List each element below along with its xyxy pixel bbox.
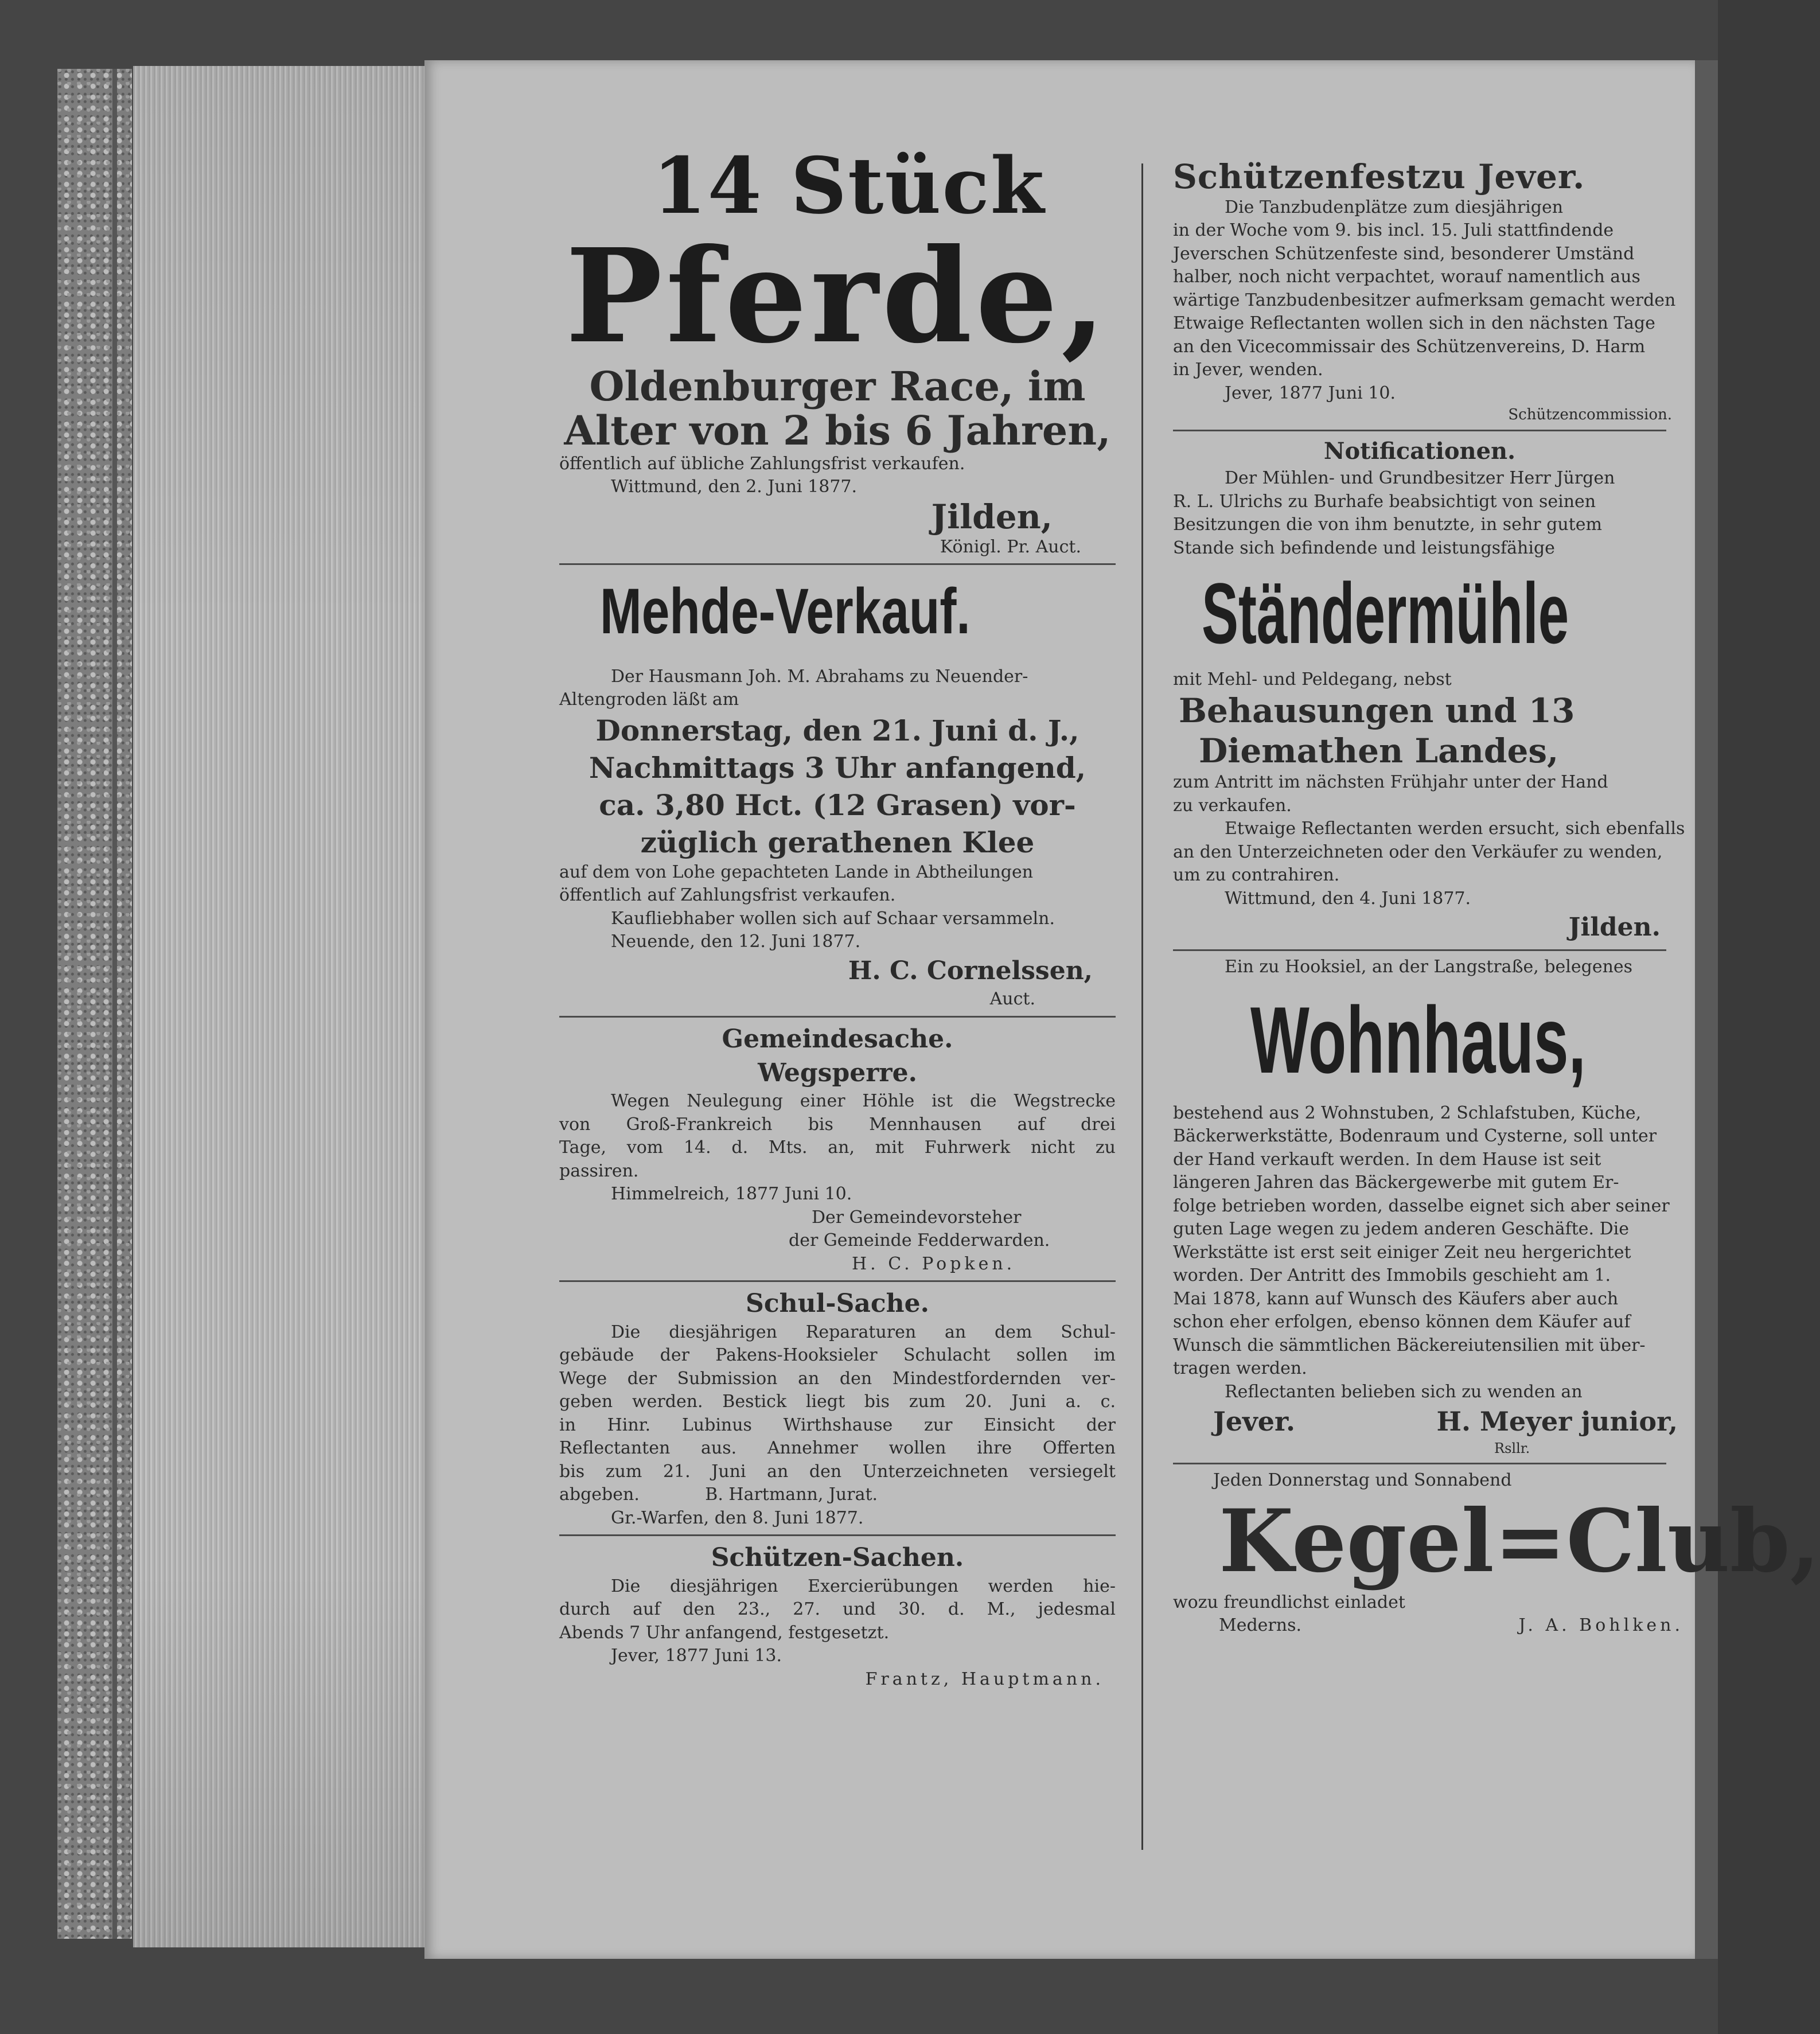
wohnhaus-place: Jever.: [1213, 1406, 1296, 1437]
wohnhaus-intro: Ein zu Hooksiel, an der Langstraße, belegenes: [1225, 956, 1633, 977]
mehde-bold-3: ca. 3,80 Hct. (12 Grasen) vor-: [599, 788, 1076, 822]
gemeinde-sig-3: H. C. Popken.: [852, 1253, 1016, 1274]
notification-line-4: Stande sich befindende und leistungsfähige: [1173, 537, 1555, 558]
kegel-headline: Kegel=Club,: [1219, 1491, 1820, 1592]
kegel-intro: Jeden Donnerstag und Sonnabend: [1213, 1470, 1512, 1490]
gemeinde-line-3: Tage, vom 14. d. Mts. an, mit Fuhrwerk nicht zu: [559, 1137, 1116, 1158]
divider: [1173, 1463, 1666, 1464]
mehde-bold-2: Nachmittags 3 Uhr anfangend,: [589, 750, 1086, 785]
wohnhaus-line-12: tragen werden.: [1173, 1358, 1307, 1379]
notification-line-8: an den Unterzeichneten oder den Verkäufer zu wenden,: [1173, 841, 1663, 862]
kegel-ad: [1173, 1469, 1820, 1638]
notification-bold-1: Behausungen und 13: [1179, 691, 1575, 731]
pferde-headline-1: 14 Stück: [652, 140, 1046, 231]
mehde-line-1: Der Hausmann Joh. M. Abrahams zu Neuender-: [611, 666, 1028, 687]
schuetzen-place-date: Jever, 1877 Juni 13.: [611, 1646, 782, 1666]
divider: [1173, 430, 1666, 431]
right-column: [1173, 157, 1820, 1638]
notification-line-6: zu verkaufen.: [1173, 795, 1292, 816]
notification-ad: [1173, 436, 1701, 945]
schul-line-6: Reflectanten aus. Annehmer wollen ihre Offerten: [559, 1438, 1116, 1459]
mehde-bold-4: züglich gerathenen Klee: [640, 825, 1035, 859]
pferde-signature-title: Königl. Pr. Auct.: [940, 536, 1081, 557]
wohnhaus-line-3: der Hand verkauft werden. In dem Hause ist seit: [1173, 1149, 1601, 1170]
gemeinde-line-1: Wegen Neulegung einer Höhle ist die Wegstrecke: [611, 1091, 1116, 1112]
wohnhaus-line-9: Mai 1878, kann auf Wunsch des Käufers aber auch: [1173, 1288, 1619, 1309]
schuetzenfest-line-1: Die Tanzbudenplätze zum diesjährigen: [1225, 197, 1564, 217]
notification-line-2: R. L. Ulrichs zu Burhafe beabsichtigt von seinen: [1173, 491, 1596, 512]
mehde-headline-text: Mehde-Verkauf.: [600, 575, 971, 648]
schuetzen-title: Schützen-Sachen.: [711, 1543, 964, 1573]
left-column: [559, 140, 1116, 1691]
mehde-line-3: auf dem von Lohe gepachteten Lande in Abtheilungen: [559, 862, 1034, 882]
schul-ad: [559, 1287, 1116, 1530]
schuetzenfest-signature: Schützencommission.: [1508, 406, 1672, 424]
notification-place-date: Wittmund, den 4. Juni 1877.: [1225, 888, 1471, 909]
notification-line-3: Besitzungen die von ihm benutzte, in sehr gutem: [1173, 515, 1602, 535]
schul-line-1: Die diesjährigen Reparaturen an dem Schul-: [611, 1322, 1116, 1342]
wohnhaus-line-5: folge betrieben worden, dasselbe eignet sich aber seiner: [1173, 1195, 1670, 1216]
divider: [559, 563, 1116, 565]
divider: [559, 1016, 1116, 1018]
notification-line-1: Der Mühlen- und Grundbesitzer Herr Jürgen: [1225, 468, 1615, 489]
notification-line-7: Etwaige Reflectanten werden ersucht, sich ebenfalls: [1225, 819, 1685, 839]
wohnhaus-closing: Reflectanten belieben sich zu wenden an: [1225, 1381, 1583, 1402]
wohnhaus-line-10: schon eher erfolgen, ebenso können dem Käufer auf: [1173, 1312, 1631, 1332]
pferde-line-2: Alter von 2 bis 6 Jahren,: [564, 406, 1111, 454]
wohnhaus-line-11: Wunsch die sämmtlichen Bäckereiutensilien mit über-: [1173, 1335, 1646, 1355]
marbled-book-edge: [57, 69, 132, 1939]
notification-headline-text: Ständermühle: [1202, 565, 1569, 662]
wohnhaus-line-6: guten Lage wegen zu jedem anderen Geschäfte. Die: [1173, 1219, 1630, 1240]
book-edge-line: [112, 69, 117, 1939]
wohnhaus-signature-row: [1173, 1404, 1689, 1439]
schuetzenfest-line-7: an den Vicecommissair des Schützenvereins, D. Harm: [1173, 336, 1646, 357]
schuetzenfest-title: Schützenfestzu Jever.: [1173, 157, 1585, 196]
schuetzen-signature: Frantz, Hauptmann.: [865, 1669, 1104, 1689]
wohnhaus-signature: H. Meyer junior,: [1436, 1406, 1678, 1437]
gemeinde-title: Gemeindesache.: [722, 1024, 953, 1054]
notification-line-5: zum Antritt im nächsten Frühjahr unter der Hand: [1173, 772, 1608, 793]
schuetzenfest-line-3: Jeverschen Schützenfeste sind, besonderer Umständ: [1173, 243, 1635, 264]
mehde-line-5: Kaufliebhaber wollen sich auf Schaar versammeln.: [611, 908, 1055, 929]
schuetzenfest-line-5: wärtige Tanzbudenbesitzer aufmerksam gemacht werden: [1173, 290, 1676, 310]
schul-line-8: abgeben. B. Hartmann, Jurat.: [559, 1484, 878, 1505]
schuetzenfest-line-4: halber, noch nicht verpachtet, worauf namentlich aus: [1173, 267, 1640, 287]
gemeinde-line-2: von Groß-Frankreich bis Mennhausen auf drei: [559, 1114, 1116, 1135]
kegel-signature: J. A. Bohlken.: [1518, 1615, 1683, 1636]
divider: [559, 1280, 1116, 1282]
wohnhaus-line-7: Werkstätte ist erst seit einiger Zeit neu hergerichtet: [1173, 1242, 1631, 1263]
kegel-signature-row: [1173, 1614, 1689, 1638]
schul-line-7: bis zum 21. Juni an den Unterzeichneten versiegelt: [559, 1461, 1116, 1482]
schuetzenfest-place-date: Jever, 1877 Juni 10.: [1225, 383, 1396, 403]
gemeinde-subtitle: Wegsperre.: [758, 1058, 917, 1088]
schuetzen-line-3: Abends 7 Uhr anfangend, festgesetzt.: [559, 1622, 890, 1643]
mehde-line-6: Neuende, den 12. Juni 1877.: [611, 932, 861, 952]
schuetzenfest-ad: [1173, 158, 1701, 425]
pferde-line-1: Oldenburger Race, im: [589, 362, 1086, 410]
mehde-bold-1: Donnerstag, den 21. Juni d. J.,: [595, 713, 1079, 747]
mehde-line-4: öffentlich auf Zahlungsfrist verkaufen.: [559, 885, 896, 906]
gemeinde-sig-1: Der Gemeindevorsteher: [812, 1207, 1022, 1228]
gemeinde-line-4: passiren.: [559, 1160, 639, 1181]
notification-title: Notificationen.: [1323, 438, 1516, 465]
gemeinde-place-date: Himmelreich, 1877 Juni 10.: [611, 1184, 852, 1205]
gemeinde-sig-2: der Gemeinde Fedderwarden.: [789, 1230, 1050, 1251]
schuetzen-line-2: durch auf den 23., 27. und 30. d. M., jedesmal: [559, 1599, 1116, 1620]
pferde-ad: [559, 140, 1116, 559]
schul-line-2: gebäude der Pakens-Hooksieler Schulacht sollen im: [559, 1345, 1116, 1366]
mehde-line-2: Altengroden läßt am: [559, 689, 739, 710]
schuetzenfest-line-6: Etwaige Reflectanten wollen sich in den nächsten Tage: [1173, 313, 1655, 334]
notification-line-9: um zu contrahiren.: [1173, 865, 1340, 886]
schuetzen-line-1: Die diesjährigen Exercierübungen werden hie-: [611, 1576, 1116, 1596]
schul-place-date: Gr.-Warfen, den 8. Juni 1877.: [611, 1507, 864, 1528]
mehde-headline: [559, 570, 1116, 654]
page-stack-shade: [133, 66, 431, 1947]
schuetzen-ad: [559, 1541, 1116, 1691]
schul-line-4: geben werden. Bestick liegt bis zum 20. Juni a. c.: [559, 1392, 1116, 1412]
divider: [1173, 949, 1666, 951]
pferde-place-date: Wittmund, den 2. Juni 1877.: [611, 477, 858, 497]
column-divider: [1141, 163, 1143, 1850]
mehde-signature-title: Auct.: [989, 989, 1035, 1010]
schuetzenfest-line-8: in Jever, wenden.: [1173, 360, 1323, 380]
schul-line-5: in Hinr. Lubinus Wirthshause zur Einsicht der: [559, 1415, 1116, 1435]
notification-line-after: mit Mehl- und Peldegang, nebst: [1173, 669, 1452, 689]
schul-line-3: Wege der Submission an den Mindestfordernden ver-: [559, 1368, 1116, 1389]
notification-signature: Jilden.: [1568, 913, 1661, 942]
wohnhaus-signature-title: Rsllr.: [1494, 1440, 1530, 1457]
mehde-signature: H. C. Cornelssen,: [848, 956, 1093, 985]
wohnhaus-headline: [1173, 979, 1701, 1102]
kegel-line: wozu freundlichst einladet: [1173, 1592, 1405, 1612]
pferde-line-3: öffentlich auf übliche Zahlungsfrist verkaufen.: [559, 453, 965, 474]
notification-headline: [1173, 560, 1701, 668]
pferde-headline-2: Pferde,: [565, 220, 1110, 372]
mehde-ad: [559, 570, 1116, 1011]
wohnhaus-line-4: längeren Jahren das Bäckergewerbe mit gutem Er-: [1173, 1172, 1619, 1193]
schuetzenfest-line-2: in der Woche vom 9. bis incl. 15. Juli stattfindende: [1173, 220, 1614, 241]
schul-title: Schul-Sache.: [746, 1289, 929, 1319]
wohnhaus-ad: [1173, 956, 1701, 1458]
wohnhaus-line-1: bestehend aus 2 Wohnstuben, 2 Schlafstuben, Küche,: [1173, 1102, 1642, 1123]
notification-bold-2: Diemathen Landes,: [1199, 731, 1559, 770]
kegel-place: Mederns.: [1219, 1615, 1302, 1636]
wohnhaus-line-2: Bäckerwerkstätte, Bodenraum und Cysterne, soll unter: [1173, 1126, 1657, 1147]
gemeinde-ad: [559, 1022, 1116, 1276]
pferde-signature: Jilden,: [931, 497, 1053, 536]
wohnhaus-line-8: worden. Der Antritt des Immobils geschieht am 1.: [1173, 1265, 1611, 1286]
divider: [559, 1534, 1116, 1536]
wohnhaus-headline-text: Wohnhaus,: [1250, 987, 1586, 1093]
